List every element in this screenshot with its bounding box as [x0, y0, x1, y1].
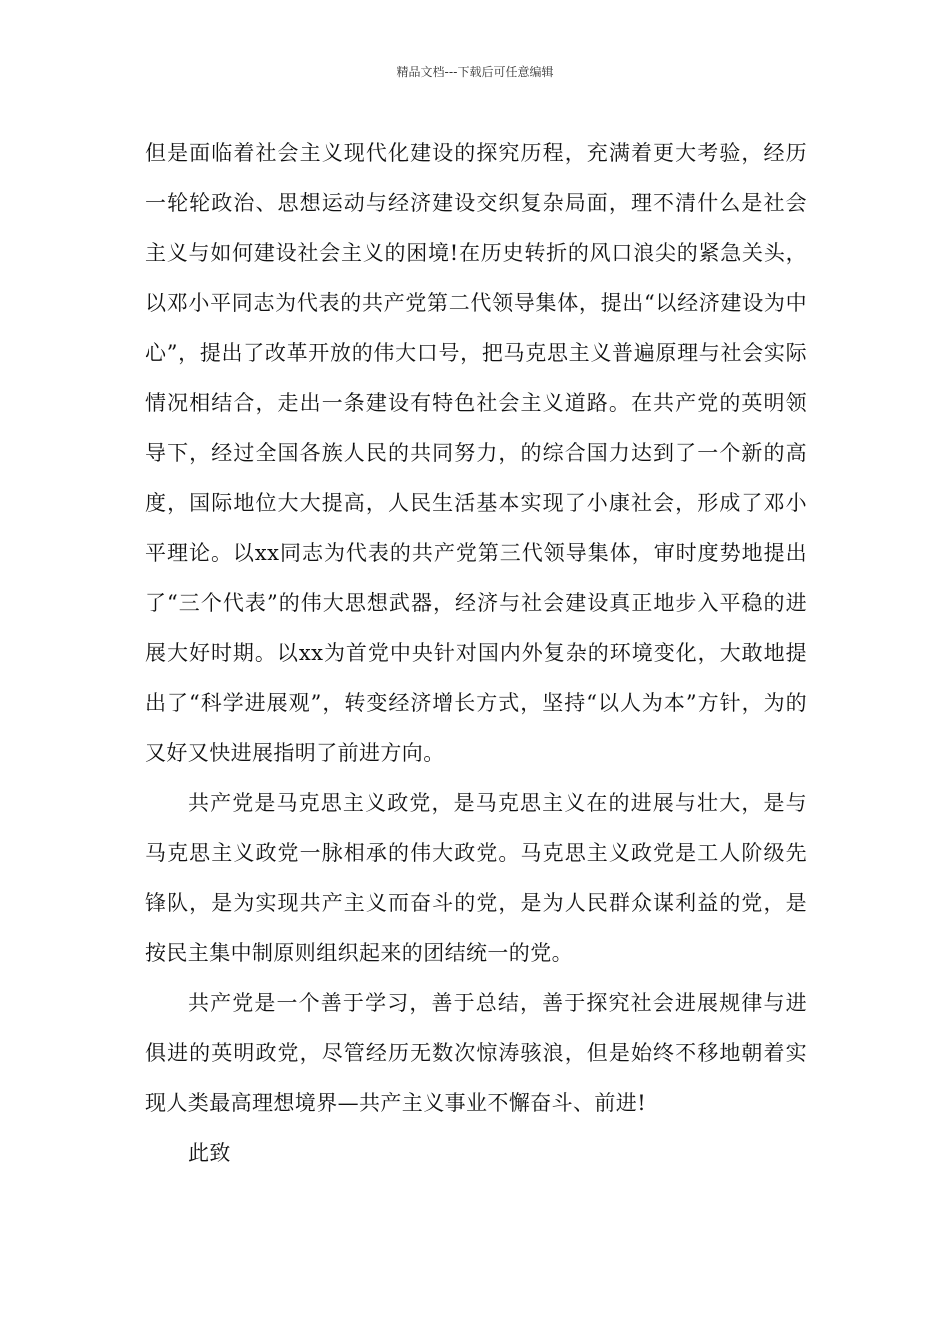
page-header: 精品文档---下载后可任意编辑 [396, 65, 554, 79]
document-body [145, 128, 807, 1178]
paragraph-2: 共产党是马克思主义政党，是马克思主义在的进展与壮大，是与马克思主义政党一脉相承的伟大政党。马克思主义政党是工人阶级先锋队，是为实现共产主义而奋斗的党，是为人民群众谋利益的党，是按民主集中制原则组织起来的团结统一的党。 [145, 791, 807, 965]
paragraph-3: 共产党是一个善于学习，善于总结，善于探究社会进展规律与进俱进的英明政党，尽管经历无数次惊涛骇浪，但是始终不移地朝着实现人类最高理想境界—共产主义事业不懈奋斗、前进! [145, 991, 807, 1115]
paragraph-1: 但是面临着社会主义现代化建设的探究历程，充满着更大考验，经历一轮轮政治、思想运动与经济建设交织复杂局面，理不清什么是社会主义与如何建设社会主义的困境!在历史转折的风口浪尖的紧急关头，以邓小平同志为代表的共产党第二代领导集体，提出“以经济建设为中心”，提出了改革开放的伟大口号，把马克思主义普遍原理与社会实际情况相结合，走出一条建设有特色社会主义道路。在共产党的英明领导下，经过全国各族人民的共同努力，的综合国力达到了一个新的高度，国际地位大大提高，人民生活基本实现了小康社会，形成了邓小平理论。以xx同志为代表的共产党第三代领导集体，审时度势地提出了“三个代表”的伟大思想武器，经济与社会建设真正地步入平稳的进展大好时期。以xx为首党中央针对国内外复杂的环境变化，大敢地提出了“科学进展观”，转变经济增长方式，坚持“以人为本”方针，为的又好又快进展指明了前进方向。 [145, 141, 807, 765]
closing-salutation: 此致 [188, 1141, 231, 1165]
